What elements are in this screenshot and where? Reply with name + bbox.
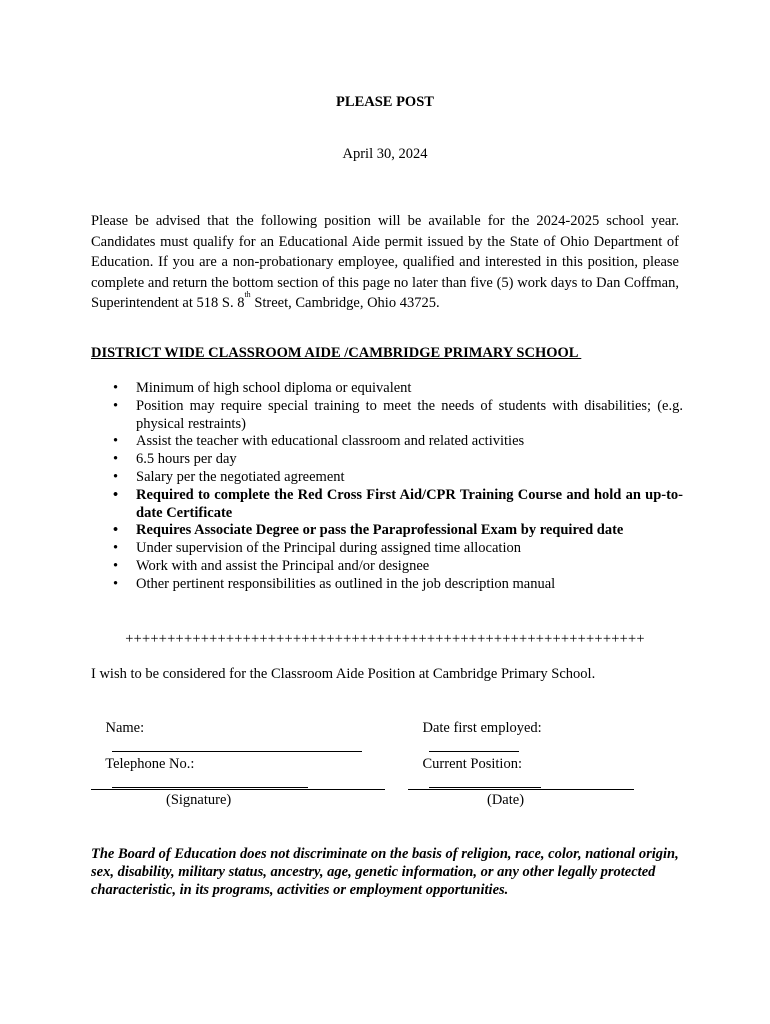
list-item-text: Work with and assist the Principal and/or designee — [136, 557, 430, 574]
list-item-text: Required to complete the Red Cross First Aid/CPR Training Course and hold an up-to-date Certificate — [136, 486, 683, 521]
list-item — [113, 469, 683, 487]
list-item — [113, 487, 683, 523]
bullet-icon: • — [113, 486, 119, 503]
signature-caption: (Signature) — [166, 792, 232, 808]
intro-paragraph — [91, 211, 679, 314]
list-item-text: Position may require special training to meet the needs of students with disabilities; (e.g. physical restraints) — [136, 397, 683, 432]
date-line[interactable] — [408, 774, 634, 790]
list-item — [113, 576, 683, 594]
bullet-icon: • — [113, 557, 119, 574]
bullet-icon: • — [113, 451, 119, 468]
bullet-icon: • — [113, 380, 119, 396]
list-item-text: Requires Associate Degree or pass the Paraprofessional Exam by required date — [136, 522, 624, 539]
nondiscrimination-notice: The Board of Education does not discriminate on the basis of religion, race, color, national origin, sex, disability, military status, ancestry, age, genetic information, or any other legally protected characteristic, in its programs, activities or employment opportunities. — [91, 846, 679, 898]
intro-text: Please be advised that the following position will be available for the 2024-2025 school year. Candidates must qualify for an Educational Aide permit issued by the State of Ohio Department of Education. If you are a non-probationary employee, qualified and interested in this position, please complete and return the bottom section of this page no later than five (5) work days to Dan Coffman, Superintendent at 518 S. 8 — [91, 213, 679, 311]
section-separator: ++++++++++++++++++++++++++++++++++++++++++++++++++++++++++++++ — [125, 631, 645, 647]
bullet-icon: • — [113, 397, 119, 414]
application-statement: I wish to be considered for the Classroom Aide Position at Cambridge Primary School. — [91, 666, 596, 682]
telephone-label: Telephone No.: — [105, 756, 195, 772]
intro-text-end: Street, Cambridge, Ohio 43725. — [250, 295, 440, 311]
bullet-icon: • — [113, 468, 119, 485]
bullet-icon: • — [113, 522, 119, 539]
date-first-employed-label: Date first employed: — [422, 720, 542, 736]
position-heading: DISTRICT WIDE CLASSROOM AIDE /CAMBRIDGE PRIMARY SCHOOL — [91, 345, 582, 361]
bullet-icon: • — [113, 575, 119, 592]
signature-line[interactable] — [91, 774, 385, 790]
list-item — [113, 540, 683, 558]
intro-superscript: th — [244, 290, 251, 299]
list-item — [113, 398, 683, 434]
list-item-text: Under supervision of the Principal during assigned time allocation — [136, 540, 521, 557]
current-position-label: Current Position: — [422, 756, 522, 772]
bullet-icon: • — [113, 433, 119, 450]
list-item — [113, 558, 683, 576]
posting-date: April 30, 2024 — [342, 146, 428, 162]
bullet-icon: • — [113, 540, 119, 557]
page-title: PLEASE POST — [336, 94, 434, 110]
list-item — [113, 451, 683, 469]
list-item-text: Assist the teacher with educational classroom and related activities — [136, 433, 525, 450]
list-item-text: Minimum of high school diploma or equivalent — [136, 380, 412, 396]
requirements-list — [113, 380, 683, 594]
name-label: Name: — [105, 720, 145, 736]
date-caption: (Date) — [487, 792, 525, 808]
list-item — [113, 522, 683, 540]
list-item-text: Other pertinent responsibilities as outlined in the job description manual — [136, 575, 556, 592]
list-item — [113, 433, 683, 451]
list-item-text: Salary per the negotiated agreement — [136, 468, 345, 485]
list-item — [113, 380, 683, 398]
list-item-text: 6.5 hours per day — [136, 451, 237, 468]
